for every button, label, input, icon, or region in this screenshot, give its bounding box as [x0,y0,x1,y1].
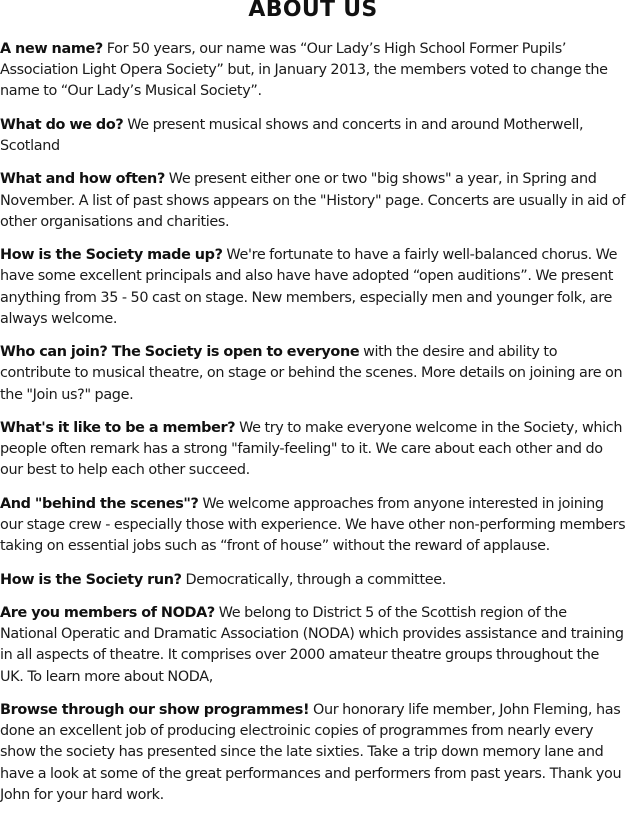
faq-made-up [0,245,626,330]
faq-answer: For 50 years, our name was “Our Lady’s High School Former Pupils’ Association Light Opera Society” but, in January 2013, the members voted to change the name to “Our Lady’s Musical Society”. [0,41,608,100]
faq-how-often [0,169,626,233]
faq-question: Are you members of NODA? [0,604,215,621]
faq-behind-scenes [0,494,626,558]
faq-membership [0,418,626,482]
faq-question: What's it like to be a member? [0,419,236,436]
faq-how-run [0,570,626,591]
faq-answer: with the desire and ability to contribute to musical theatre, on stage or behind the scenes. More details on joining are on the "Join us?" page. [0,344,623,403]
faq-question: A new name? [0,41,103,57]
page-title: ABOUT US [248,0,378,22]
faq-answer: We try to make everyone welcome in the Society, which people often remark has a strong "family-feeling" to it. We care about each other and do our best to help each other succeed. [0,419,623,479]
faq-who-can-join [0,342,626,406]
faq-answer: Our honorary life member, John Fleming, has done an excellent job of producing electroinic copies of programmes from nearly every show the society has presented since the late sixties. Take a trip down memory lane and have a look at some of the great performances and performers from past years. Thank you John for your hard work. [0,701,622,803]
faq-what-do-we-do [0,115,626,157]
faq-noda [0,603,626,688]
faq-question: Who can join? The Society is open to everyone [0,344,360,361]
faq-question: What and how often? [0,171,165,188]
faq-question: How is the Society run? [0,571,182,588]
faq-answer: We present musical shows and concerts in and around Motherwell, Scotland [0,116,584,154]
faq-answer: We present either one or two "big shows" a year, in Spring and November. A list of past shows appears on the "History" page. Concerts are usually in aid of other organisations and charities. [0,171,626,230]
faq-question: What do we do? [0,116,124,133]
faq-answer: We welcome approaches from anyone interested in joining our stage crew - especially those with experience. We have other non-performing members taking on essential jobs such as “front of house” without the reward of applause. [0,495,626,555]
faq-programmes [0,700,626,806]
faq-answer: Democratically, through a committee. [181,571,446,588]
faq-answer: We're fortunate to have a fairly well-balanced chorus. We have some excellent principals and also have have adopted “open auditions”. We present anything from 35 - 50 cast on stage. New members, especially men and younger folk, are always welcome. [0,247,618,327]
faq-question: How is the Society made up? [0,247,223,264]
faq-new-name [0,39,626,103]
faq-question: Browse through our show programmes! [0,701,310,718]
faq-question: And "behind the scenes"? [0,495,199,512]
faq-sections [0,39,626,806]
faq-answer: We belong to District 5 of the Scottish region of the National Operatic and Dramatic Association (NODA) which provides assistance and training in all aspects of theatre. It comprises over 2000 amateur theatre groups throughout the UK. To learn more about NODA, [0,604,624,685]
